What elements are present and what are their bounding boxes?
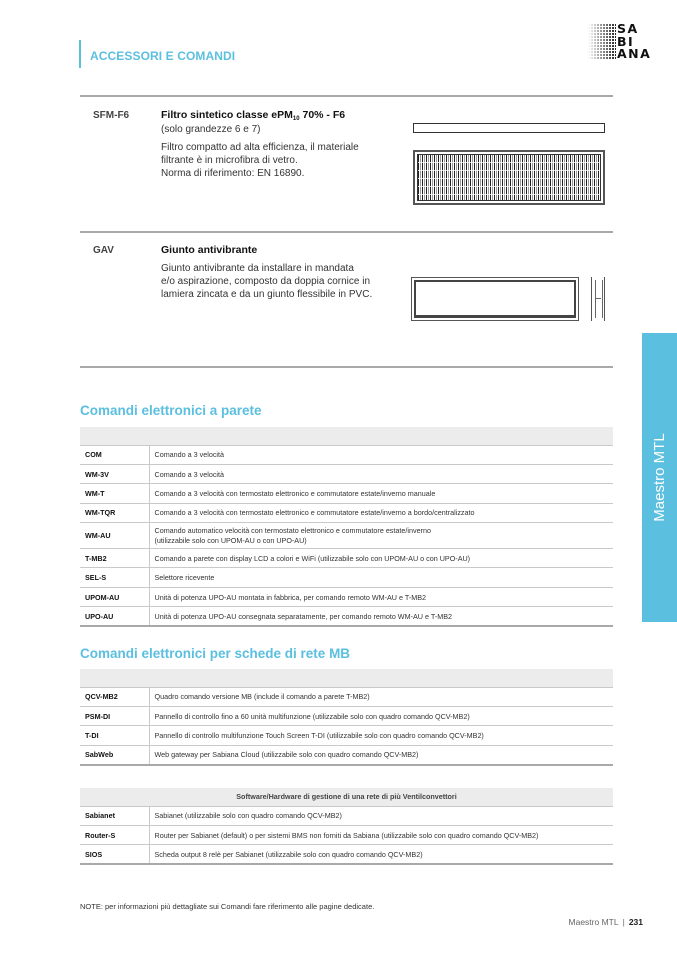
table-row: WM-3V Comando a 3 velocità	[80, 464, 613, 483]
accessory-description: Filtro compatto ad alta efficienza, il materiale filtrante è in microfibra di vetro. Norma di riferimento: EN 16890.	[161, 142, 359, 179]
side-tab	[642, 333, 677, 622]
table-row: COM Comando a 3 velocità	[80, 445, 613, 464]
mb-controls-table	[80, 669, 613, 766]
page-section-title: ACCESSORI E COMANDI	[90, 49, 236, 63]
table-row: T-DI Pannello di controllo multifunzione Touch Screen T-DI (utilizzabile solo con quadro comando QCV-MB2)	[80, 726, 613, 745]
table-row: WM-T Comando a 3 velocità con termostato elettronico e commutatore estate/inverno manuale	[80, 484, 613, 503]
header-accent-bar	[79, 40, 81, 68]
table-row: SabWeb Web gateway per Sabiana Cloud (utilizzabile solo con quadro comando QCV-MB2)	[80, 745, 613, 764]
page-number: 231	[628, 917, 643, 927]
page-footer	[569, 917, 643, 927]
table-header	[80, 427, 613, 445]
divider	[80, 366, 613, 368]
divider	[80, 231, 613, 233]
filter-front-view-drawing	[413, 150, 605, 205]
accessory-title: Giunto antivibrante	[161, 244, 258, 256]
filter-top-view-drawing	[413, 123, 605, 133]
footer-separator: |	[622, 917, 625, 927]
table-row: Sabianet Sabianet (utilizzabile solo con quadro comando QCV-MB2)	[80, 806, 613, 825]
table-row: SEL-S Selettore ricevente	[80, 568, 613, 587]
joint-front-view-drawing	[411, 277, 579, 321]
network-management-table	[80, 788, 613, 865]
side-tab-label: Maestro MTL	[651, 433, 668, 522]
accessory-code: GAV	[93, 245, 114, 256]
logo-halftone-icon	[588, 24, 616, 60]
footnote: NOTE: per informazioni più dettagliate sui Comandi fare riferimento alle pagine dedicate.	[80, 902, 375, 911]
accessory-code: SFM-F6	[93, 110, 130, 121]
divider	[80, 95, 613, 97]
table-row: UPOM-AU Unità di potenza UPO-AU montata in fabbrica, per comando remoto WM-AU e T-MB2	[80, 587, 613, 606]
table-row: SIOS Scheda output 8 relè per Sabianet (utilizzabile solo con quadro comando QCV-MB2)	[80, 845, 613, 864]
sabiana-logo	[588, 21, 652, 61]
table-row: QCV-MB2 Quadro comando versione MB (include il comando a parete T-MB2)	[80, 687, 613, 706]
table-row: UPO-AU Unità di potenza UPO-AU consegnata separatamente, per comando remoto WM-AU e T-MB2	[80, 607, 613, 626]
section-title-wall-controls: Comandi elettronici a parete	[80, 403, 262, 418]
joint-side-view-drawing	[591, 277, 605, 321]
table-row: WM-TQR Comando a 3 velocità con termostato elettronico e commutatore estate/inverno a bordo/centralizzato	[80, 503, 613, 522]
table-row: PSM-DI Pannello di controllo fino a 60 unità multifunzione (utilizzabile solo con quadro comando QCV-MB2)	[80, 706, 613, 725]
table-row: WM-AU Comando automatico velocità con termostato elettronico e commutatore estate/inverno (utilizzabile solo con UPOM-AU o con UPO-AU)	[80, 523, 613, 549]
table-header	[80, 669, 613, 687]
table-row: T-MB2 Comando a parete con display LCD a colori e WiFi (utilizzabile solo con UPOM-AU o con UPO-AU)	[80, 549, 613, 568]
accessory-subtitle: (solo grandezze 6 e 7)	[161, 124, 261, 135]
wall-controls-table	[80, 427, 613, 627]
table-header: Software/Hardware di gestione di una rete di più Ventilconvettori	[80, 788, 613, 806]
footer-product: Maestro MTL	[568, 917, 619, 927]
logo-text: SA BI ANA	[617, 21, 652, 61]
section-title-mb-controls: Comandi elettronici per schede di rete MB	[80, 646, 351, 661]
accessory-description: Giunto antivibrante da installare in mandata e/o aspirazione, composto da doppia cornice in lamiera zincata e da un giunto flessibile in PVC.	[161, 263, 373, 300]
accessory-title: Filtro sintetico classe ePM$_{10}$ 70% - F6	[161, 109, 346, 122]
table-row: Router-S Router per Sabianet (default) o per sistemi BMS non forniti da Sabiana (utilizzabile solo con quadro comando QCV-MB2)	[80, 825, 613, 844]
